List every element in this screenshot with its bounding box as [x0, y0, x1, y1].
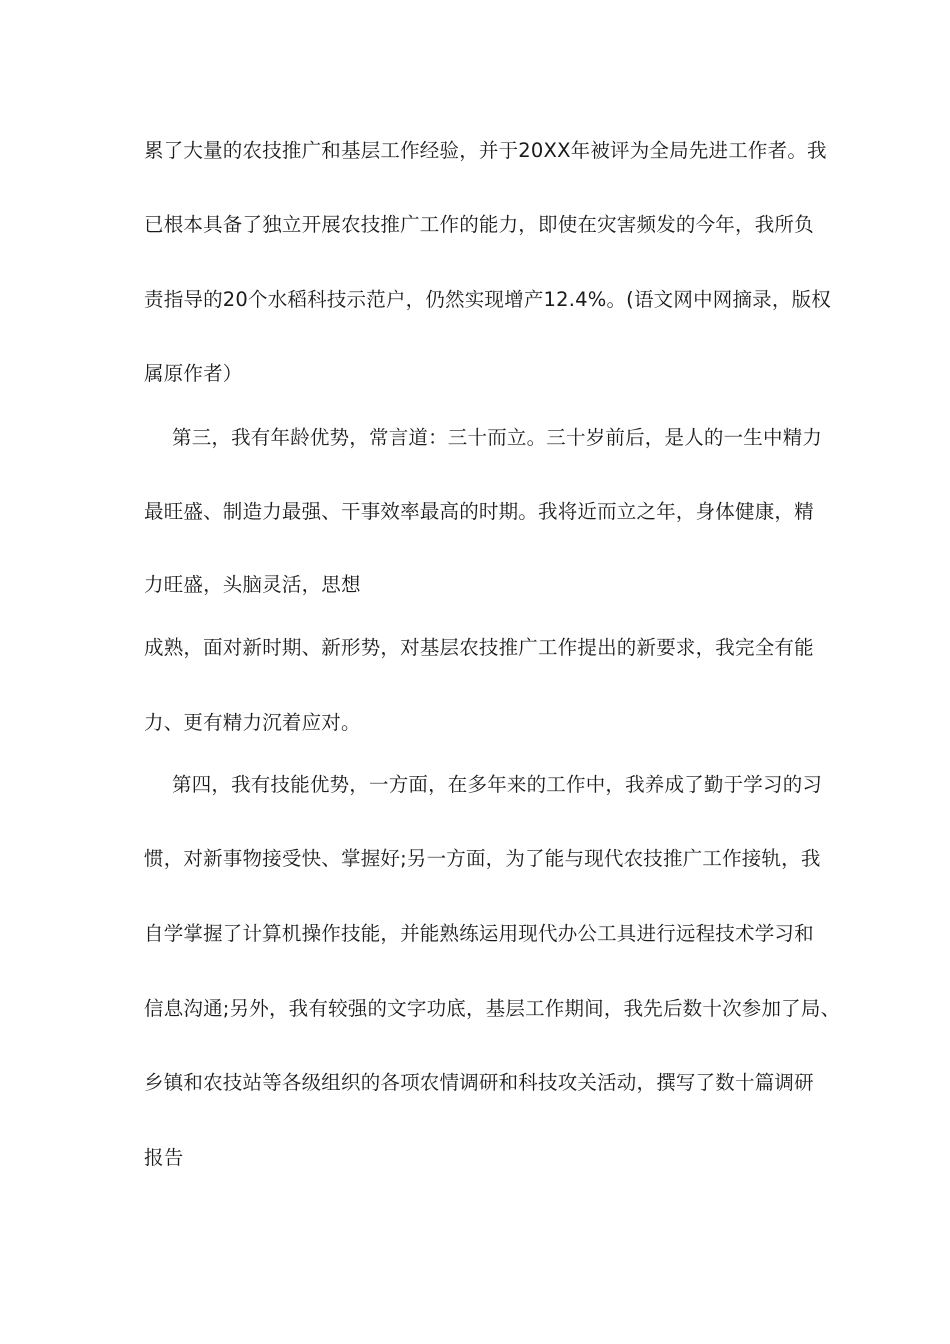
paragraph-first-line: 第四，我有技能优势，一方面，在多年来的工作中，我养成了勤于学习的习	[172, 773, 823, 796]
paragraph-first-line: 第三，我有年龄优势，常言道：三十而立。三十岁前后，是人的一生中精力	[172, 426, 823, 449]
text-line: 自学掌握了计算机操作技能，并能熟练运用现代办公工具进行远程技术学习和	[144, 922, 814, 945]
text-line: 属原作者）	[144, 362, 243, 385]
text-line: 报告	[144, 1146, 184, 1169]
text-line: 累了大量的农技推广和基层工作经验，并于20XX年被评为全局先进工作者。我	[144, 139, 827, 162]
text-line: 成熟，面对新时期、新形势，对基层农技推广工作提出的新要求，我完全有能	[144, 636, 814, 659]
text-line: 力旺盛，头脑灵活，思想	[144, 573, 361, 596]
text-line: 责指导的20个水稻科技示范户，仍然实现增产12.4%。(语文网中网摘录，版权	[144, 288, 831, 311]
text-line: 信息沟通;另外，我有较强的文字功底，基层工作期间，我先后数十次参加了局、	[144, 997, 841, 1020]
text-line: 力、更有精力沉着应对。	[144, 711, 361, 734]
text-line: 已根本具备了独立开展农技推广工作的能力，即使在灾害频发的今年，我所负	[144, 213, 814, 236]
text-line: 乡镇和农技站等各级组织的各项农情调研和科技攻关活动，撰写了数十篇调研	[144, 1071, 814, 1094]
text-line: 惯，对新事物接受快、掌握好;另一方面，为了能与现代农技推广工作接轨，我	[144, 847, 821, 870]
text-line: 最旺盛、制造力最强、干事效率最高的时期。我将近而立之年，身体健康，精	[144, 500, 814, 523]
